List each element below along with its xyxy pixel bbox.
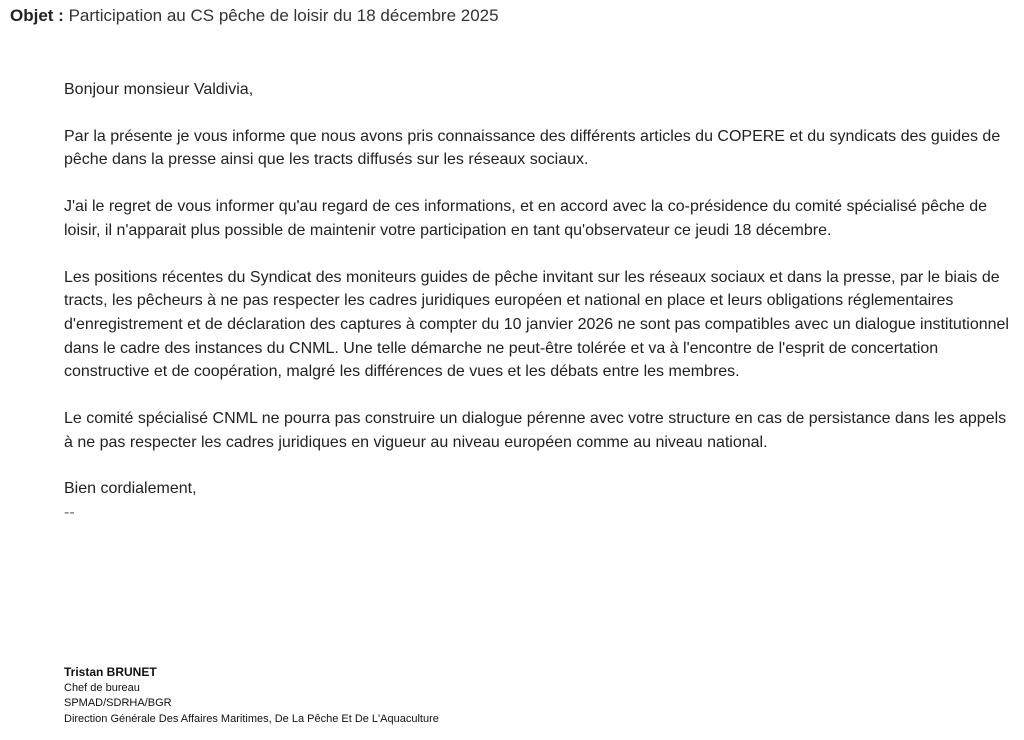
body-paragraph-1: Par la présente je vous informe que nous avons pris connaissance des différents articles du COPERE et du syndicats des guides de pêche dans la presse ainsi que les tracts diffusés sur les réseaux sociaux. [64,127,1001,169]
subject-text: Participation au CS pêche de loisir du 18 décembre 2025 [68,6,499,25]
signature-role: Chef de bureau [64,681,140,694]
email-body [64,78,1010,525]
body-paragraph-3: Les positions récentes du Syndicat des moniteurs guides de pêche invitant sur les réseaux sociaux et dans la presse, par le biais de tracts, les pêcheurs à ne pas respecter les cadres juridiques européen et national en place et leurs obligations réglementaires d'enregistrement et de déclaration des captures à compter du 10 janvier 2026 ne sont pas compatibles avec un dialogue institutionnel dans le cadre des instances du CNML. Une telle démarche ne peut-être tolérée et va à l'encontre de l'esprit de concertation constructive et de coopération, malgré les différences de vues et les débats entre les membres. [64,268,1009,381]
closing: Bien cordialement, [64,480,197,498]
signature-separator: -- [64,504,75,522]
body-paragraph-4: Le comité spécialisé CNML ne pourra pas construire un dialogue pérenne avec votre structure en cas de persistance dans les appels à ne pas respecter les cadres juridiques en vigueur au niveau européen comme au niveau national. [64,410,1007,451]
greeting: Bonjour monsieur Valdivia, [64,81,254,98]
signature-organization: Direction Générale Des Affaires Maritimes, De La Pêche Et De L'Aquaculture [64,712,439,725]
body-paragraph-2: J'ai le regret de vous informer qu'au regard de ces informations, et en accord avec la co-présidence du comité spécialisé pêche de loisir, il n'apparait plus possible de maintenir votre participation en tant qu'observateur ce jeudi 18 décembre. [64,198,988,239]
subject-label: Objet : [10,6,64,25]
email-subject [10,6,499,26]
signature-unit: SPMAD/SDRHA/BGR [64,697,172,709]
signature-name: Tristan BRUNET [64,665,157,679]
email-signature [64,665,439,727]
